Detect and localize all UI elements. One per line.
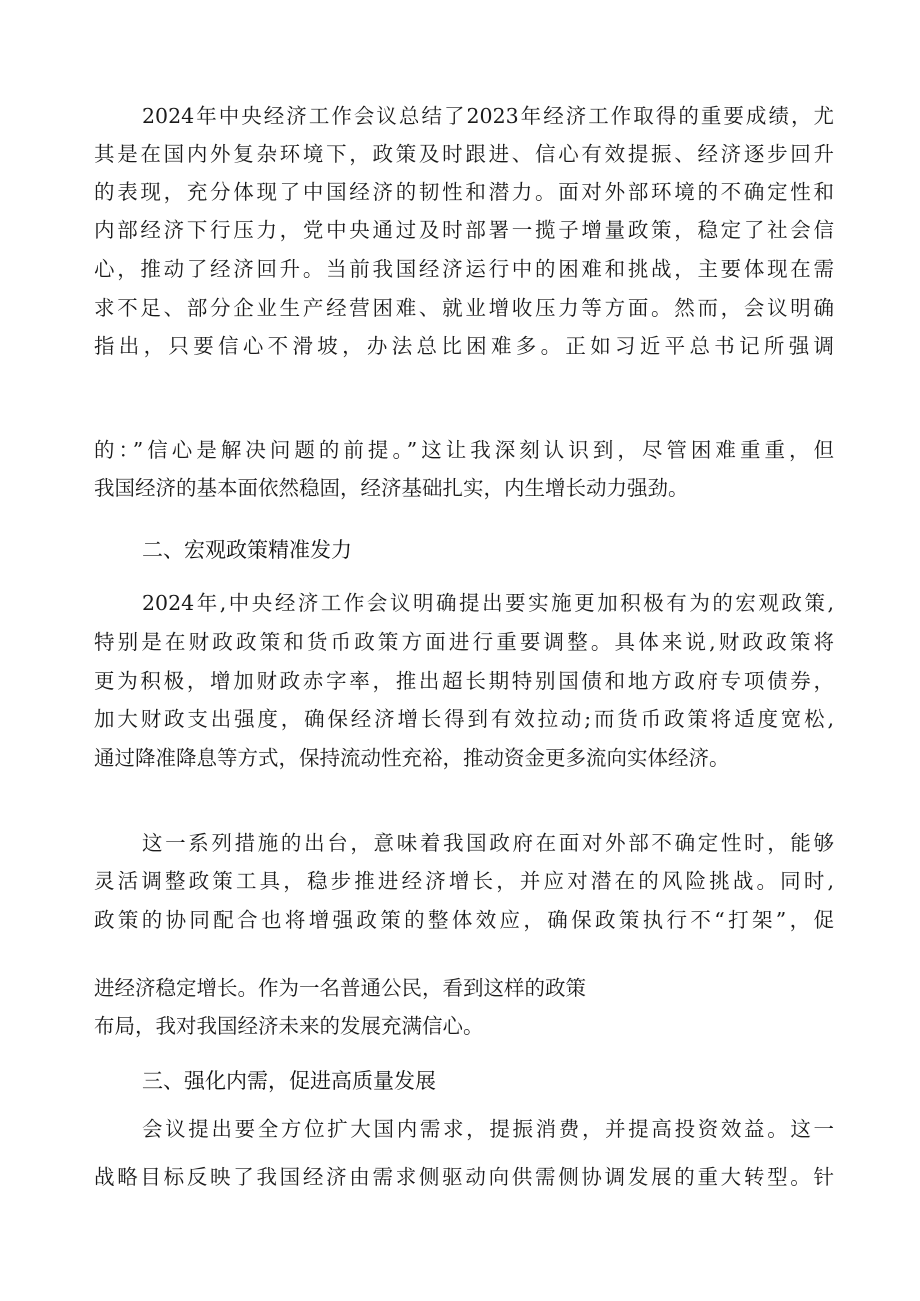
paragraph-2-line-3: 更为积极，增加财政赤字率，推出超长期特别国债和地方政府专项债券， [94, 669, 834, 693]
paragraph-1-line-5: 心，推动了经济回升。当前我国经济运行中的困难和挑战，主要体现在需 [94, 257, 834, 281]
paragraph-1-line-1: 2024年中央经济工作会议总结了2023年经济工作取得的重要成绩，尤 [142, 104, 834, 128]
paragraph-2-line-4: 加大财政支出强度，确保经济增长得到有效拉动;而货币政策将适度宽松, [94, 707, 834, 731]
paragraph-1-line-9: 我国经济的基本面依然稳固，经济基础扎实，内生增长动力强劲。 [94, 476, 689, 500]
paragraph-3-line-2: 灵活调整政策工具，稳步推进经济增长，并应对潜在的风险挑战。同时, [94, 869, 834, 893]
section-heading-2: 二、宏观政策精准发力 [142, 538, 352, 562]
paragraph-2-line-5: 通过降准降息等方式，保持流动性充裕，推动资金更多流向实体经济。 [94, 746, 730, 770]
paragraph-2-line-1: 2024年,中央经济工作会议明确提出要实施更加积极有为的宏观政策, [142, 591, 834, 615]
paragraph-1-line-7: 指出，只要信心不滑坡，办法总比困难多。正如习近平总书记所强调 [94, 334, 834, 358]
paragraph-4-line-1: 会议提出要全方位扩大国内需求，提振消费，并提高投资效益。这一 [142, 1117, 834, 1141]
paragraph-1-line-8-real: 的：”信心是解决问题的前提。”这让我深刻认识到，尽管困难重重，但 [94, 438, 834, 462]
paragraph-1-line-3: 的表现，充分体现了中国经济的韧性和潜力。面对外部环境的不确定性和 [94, 180, 834, 204]
paragraph-3-line-4: 进经济稳定增长。作为一名普通公民，看到这样的政策 [94, 976, 586, 1000]
paragraph-4-line-2: 战略目标反映了我国经济由需求侧驱动向供需侧协调发展的重大转型。针 [94, 1165, 834, 1189]
paragraph-2-line-2: 特别是在财政政策和货币政策方面进行重要调整。具体来说,财政政策将 [94, 630, 834, 654]
paragraph-1-line-4: 内部经济下行压力，党中央通过及时部署一揽子增量政策，稳定了社会信 [94, 218, 834, 242]
paragraph-3-line-1: 这一系列措施的出台，意味着我国政府在面对外部不确定性时，能够 [142, 831, 834, 855]
paragraph-1-line-2: 其是在国内外复杂环境下，政策及时跟进、信心有效提振、经济逐步回升 [94, 142, 834, 166]
paragraph-3-line-3: 政策的协同配合也将增强政策的整体效应，确保政策执行不“打架”，促 [94, 908, 834, 932]
paragraph-3-line-5: 布局，我对我国经济未来的发展充满信心。 [94, 1014, 484, 1038]
paragraph-1-line-6: 求不足、部分企业生产经营困难、就业增收压力等方面。然而，会议明确 [94, 296, 834, 320]
section-heading-3: 三、强化内需，促进高质量发展 [142, 1069, 436, 1093]
